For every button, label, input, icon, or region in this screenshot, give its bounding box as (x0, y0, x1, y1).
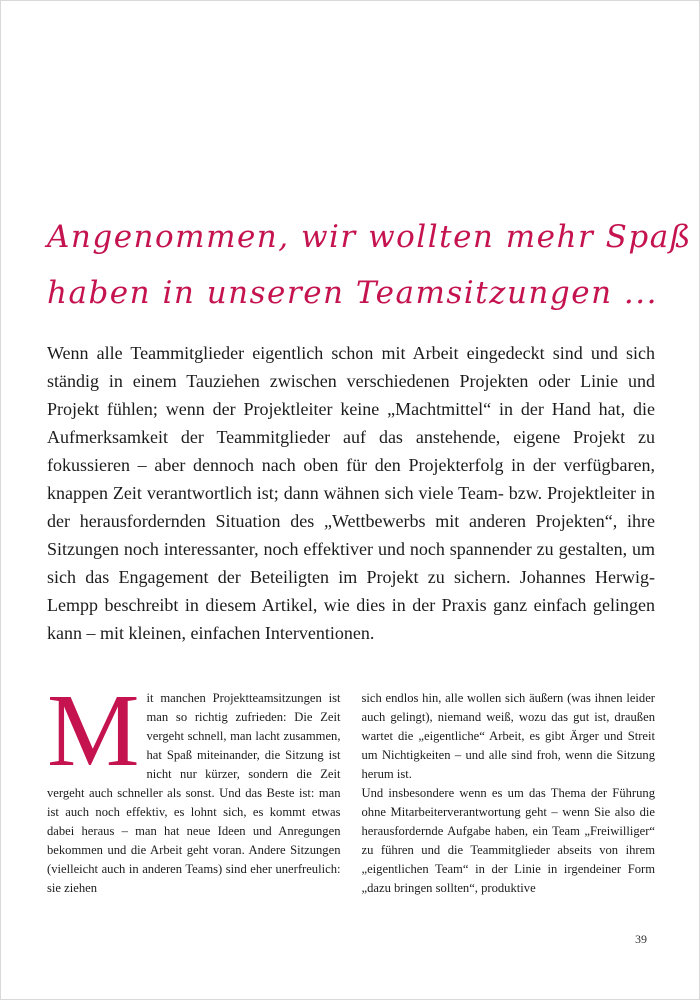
dropcap-letter: M (47, 673, 140, 788)
article-headline (47, 209, 692, 321)
article-intro: Wenn alle Teammitglieder eigentlich schon mit Arbeit eingedeckt sind und sich ständig in einem Tauziehen zwischen verschiedenen Projekten oder Linie und Projekt fühlen; wenn der Projektleiter keine „Machtmittel“ in der Hand hat, die Aufmerksamkeit der Teammitglieder auf das anstehende, eigene Projekt zu fokussieren – aber dennoch nach oben für den Projekterfolg in der verfügbaren, knappen Zeit verantwortlich ist; dann wähnen sich viele Team- bzw. Projektleiter in der herausfordernden Situation des „Wettbewerbs mit anderen Projekten“, ihre Sitzungen noch interessanter, noch effektiver und noch spannender zu gestalten, um sich das Engagement der Beteiligten im Projekt zu sichern. Johannes Herwig-Lempp beschreibt in diesem Artikel, wie dies in der Praxis ganz einfach gelingen kann – mit kleinen, einfachen Interventionen. (47, 343, 655, 643)
left-column-paragraph (47, 673, 341, 898)
headline-line-1: Angenommen, wir wollten mehr Spaß (47, 219, 692, 255)
right-column (362, 689, 656, 898)
left-column (47, 673, 341, 898)
right-column-paragraph-2: Und insbesondere wenn es um das Thema der Führung ohne Mitarbeiterverantwortung geht – wenn Sie also die herausfordernde Aufgabe haben, ein Team „Freiwilliger“ zu führen und die Teammitglieder abseits von ihrem „eigentlichen Team“ in der Linie in irgendeiner Form „dazu bringen sollten“, produktive (361, 786, 655, 895)
left-column-text: it manchen Projektteamsitzungen ist man so richtig zufrieden: Die Zeit vergeht schnell, man lacht zusammen, hat Spaß miteinander, die Sitzung ist nicht nur kürzer, sondern die Zeit vergeht auch schneller als sonst. Und das Beste ist: man ist auch noch effektiv, es lohnt sich, es kommt etwas dabei heraus – man hat neue Ideen und Anregungen bekommen und die Arbeit geht voran. Andere Sitzungen (vielleicht auch in anderen Teams) sind eher unerfreulich: sie ziehen (47, 691, 341, 895)
right-column-paragraph-1: sich endlos hin, alle wollen sich äußern (was ihnen leider auch gelingt), niemand weiß, wozu das gut ist, draußen wartet die „eigentliche“ Arbeit, es gibt Ärger und Streit um Nichtigkeiten – und alle sind froh, wenn die Sitzung herum ist. (361, 691, 655, 781)
page-number: 39 (635, 932, 647, 946)
headline-line-2: haben in unseren Teamsitzungen ... (47, 275, 658, 311)
article-body-columns (47, 673, 655, 898)
